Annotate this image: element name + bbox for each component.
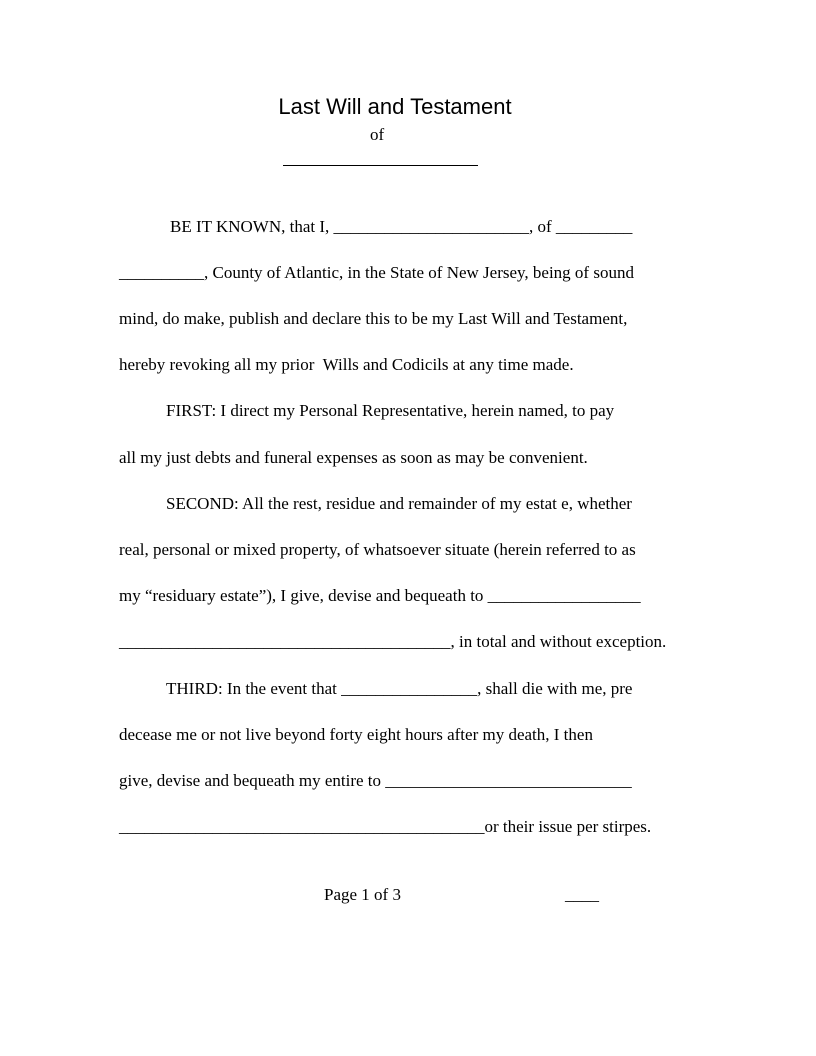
- body-line: hereby revoking all my prior Wills and Codicils at any time made.: [119, 355, 574, 374]
- of-label: of: [370, 125, 385, 144]
- body-line: mind, do make, publish and declare this to be my Last Will and Testament,: [119, 309, 628, 328]
- document-title: Last Will and Testament: [278, 94, 512, 119]
- body-line: all my just debts and funeral expenses as soon as may be convenient.: [119, 448, 588, 467]
- body-line: FIRST: I direct my Personal Representative, herein named, to pay: [166, 401, 615, 420]
- body-line: __________, County of Atlantic, in the State of New Jersey, being of sound: [119, 263, 634, 282]
- body-line: THIRD: In the event that ________________, shall die with me, pre: [166, 679, 633, 698]
- body-line: ___________________________________________or their issue per stirpes.: [119, 817, 652, 836]
- body-line: BE IT KNOWN, that I, _______________________, of _________: [170, 217, 633, 236]
- body-line: decease me or not live beyond forty eight hours after my death, I then: [119, 725, 593, 744]
- body-line: SECOND: All the rest, residue and remainder of my estat e, whether: [166, 494, 632, 513]
- body-line: _______________________________________, in total and without exception.: [119, 632, 667, 651]
- initials-blank[interactable]: ____: [565, 885, 599, 904]
- body-line: my “residuary estate”), I give, devise and bequeath to __________________: [119, 586, 641, 605]
- body-line: give, devise and bequeath my entire to _____________________________: [119, 771, 632, 790]
- body-line: real, personal or mixed property, of whatsoever situate (herein referred to as: [119, 540, 636, 559]
- page-number: Page 1 of 3: [324, 885, 401, 904]
- testator-name-blank[interactable]: [283, 165, 478, 166]
